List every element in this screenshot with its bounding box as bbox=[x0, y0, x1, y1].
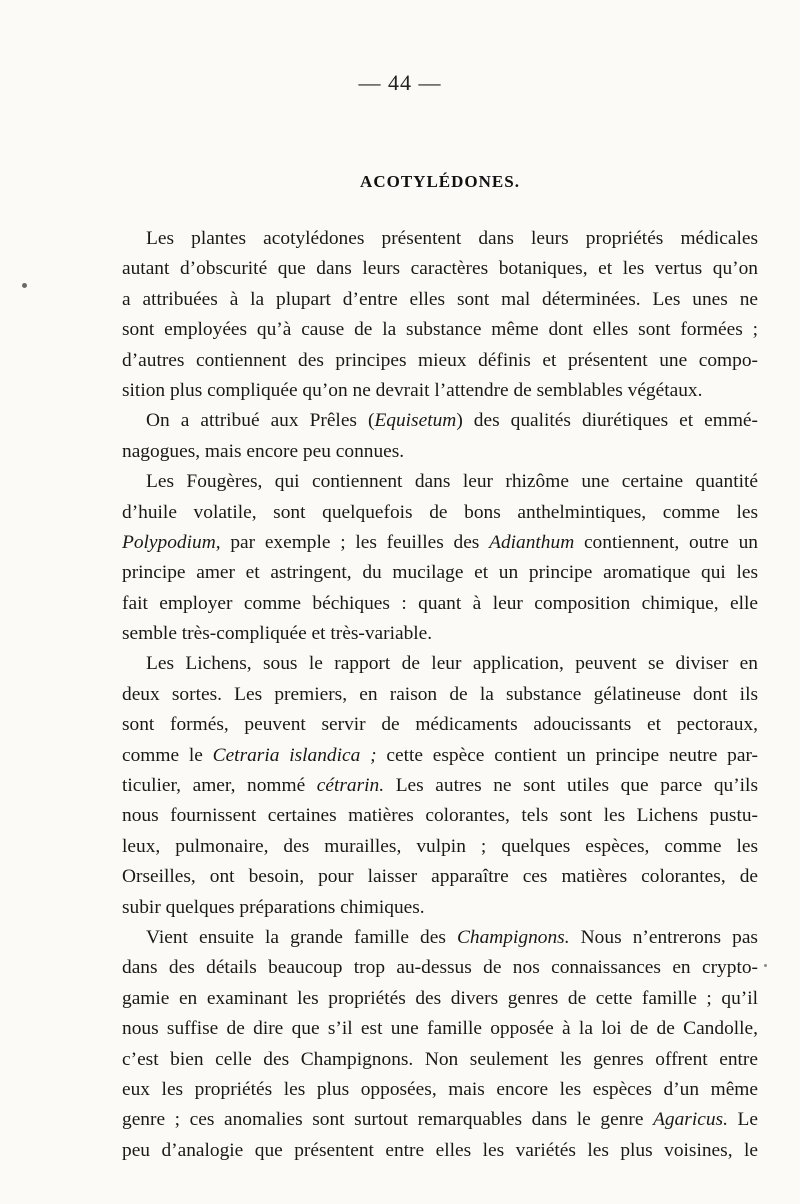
text-segment: ) des qualités diurétiques et emmé- bbox=[456, 410, 758, 432]
text-line bbox=[122, 1075, 758, 1105]
text-line bbox=[122, 224, 758, 254]
text-segment: nous suffise de dire que s’il est une famille opposée à la loi de de Candolle, bbox=[122, 1018, 758, 1040]
text-line bbox=[122, 619, 758, 649]
text-line bbox=[122, 710, 758, 740]
text-segment: d’huile volatile, sont quelquefois de bons anthelmintiques, comme les bbox=[122, 501, 758, 523]
text-segment: fait employer comme béchiques : quant à leur composition chimique, elle bbox=[122, 592, 758, 614]
text-line bbox=[122, 680, 758, 710]
text-line bbox=[122, 923, 758, 953]
text-line bbox=[122, 558, 758, 588]
text-line bbox=[122, 528, 758, 558]
text-segment: c’est bien celle des Champignons. Non seulement les genres offrent entre bbox=[122, 1048, 758, 1070]
italic-term: Champignons. bbox=[456, 926, 570, 948]
italic-term: Cetraria islandica ; bbox=[212, 744, 377, 766]
text-line bbox=[122, 953, 758, 983]
text-line bbox=[122, 315, 758, 345]
text-segment: nagogues, mais encore peu connues. bbox=[122, 440, 405, 462]
text-segment: leux, pulmonaire, des murailles, vulpin ; quelques espèces, comme les bbox=[122, 835, 758, 857]
text-segment: deux sortes. Les premiers, en raison de la substance gélatineuse dont ils bbox=[122, 683, 758, 705]
body-text bbox=[122, 224, 758, 1166]
text-segment: autant d’obscurité que dans leurs caractères botaniques, et les vertus qu’on bbox=[122, 258, 758, 280]
text-line bbox=[122, 832, 758, 862]
text-segment: d’autres contiennent des principes mieux définis et présentent une compo- bbox=[122, 349, 758, 371]
text-segment: Orseilles, ont besoin, pour laisser apparaître ces matières colorantes, de bbox=[122, 866, 758, 888]
margin-mark bbox=[764, 964, 767, 967]
text-segment: gamie en examinant les propriétés des divers genres de cette famille ; qu’il bbox=[122, 987, 758, 1009]
text-line bbox=[122, 376, 758, 406]
text-line bbox=[122, 801, 758, 831]
text-segment: genre ; ces anomalies sont surtout remarquables dans le genre bbox=[122, 1109, 654, 1131]
text-line bbox=[122, 406, 758, 436]
italic-term: Equisetum bbox=[374, 410, 457, 432]
text-segment: Les autres ne sont utiles que parce qu’ils bbox=[384, 775, 758, 797]
text-line bbox=[122, 1045, 758, 1075]
italic-term: Agaricus. bbox=[653, 1109, 728, 1131]
text-segment: Le bbox=[727, 1109, 758, 1131]
text-line bbox=[122, 984, 758, 1014]
text-segment: cette espèce contient un principe neutre par- bbox=[376, 744, 758, 766]
text-segment: a attribuées à la plupart d’entre elles sont mal déterminées. Les unes ne bbox=[122, 288, 758, 310]
italic-term: Adianthum bbox=[489, 531, 575, 553]
text-line bbox=[122, 741, 758, 771]
text-line bbox=[122, 437, 758, 467]
text-segment: peu d’analogie que présentent entre elles les variétés les plus voisines, le bbox=[122, 1139, 758, 1161]
text-line bbox=[122, 498, 758, 528]
text-segment: Les Lichens, sous le rapport de leur application, peuvent se diviser en bbox=[146, 653, 758, 675]
text-line bbox=[122, 1105, 758, 1135]
text-segment: subir quelques préparations chimiques. bbox=[122, 896, 425, 918]
text-line bbox=[122, 893, 758, 923]
text-segment: principe amer et astringent, du mucilage et un principe aromatique qui les bbox=[122, 562, 758, 584]
text-segment: Les plantes acotylédones présentent dans leurs propriétés médicales bbox=[146, 228, 758, 249]
text-line bbox=[122, 346, 758, 376]
text-segment: ticulier, amer, nommé bbox=[122, 775, 317, 797]
text-segment: nous fournissent certaines matières colorantes, tels sont les Lichens pustu- bbox=[122, 805, 758, 827]
text-segment: Vient ensuite la grande famille des bbox=[146, 926, 457, 948]
page-number: — 44 — bbox=[358, 70, 442, 95]
text-segment: dans des détails beaucoup trop au-dessus de nos connaissances en crypto- bbox=[122, 957, 758, 979]
text-line bbox=[122, 467, 758, 497]
text-line bbox=[122, 285, 758, 315]
text-segment: sont employées qu’à cause de la substance même dont elles sont formées ; bbox=[122, 319, 758, 341]
text-line bbox=[122, 771, 758, 801]
margin-mark bbox=[22, 283, 27, 288]
text-segment: , par exemple ; les feuilles des bbox=[215, 531, 490, 553]
text-segment: comme le bbox=[122, 744, 213, 766]
text-line bbox=[122, 649, 758, 679]
text-segment: sition plus compliquée qu’on ne devrait l’attendre de semblables végétaux. bbox=[122, 379, 703, 401]
text-line bbox=[122, 254, 758, 284]
text-segment: Les Fougères, qui contiennent dans leur rhizôme une certaine quantité bbox=[146, 471, 758, 493]
text-line bbox=[122, 1136, 758, 1166]
italic-term: Polypodium bbox=[122, 531, 216, 553]
text-segment: semble très-compliquée et très-variable. bbox=[122, 623, 433, 645]
text-segment: On a attribué aux Prêles ( bbox=[146, 410, 375, 432]
text-line bbox=[122, 862, 758, 892]
text-segment: Nous n’entrerons pas bbox=[569, 926, 758, 948]
text-line bbox=[122, 589, 758, 619]
text-segment: eux les propriétés les plus opposées, mais encore les espèces d’un même bbox=[122, 1078, 758, 1100]
section-title: ACOTYLÉDONES. bbox=[360, 172, 520, 191]
text-segment: contiennent, outre un bbox=[574, 531, 758, 553]
text-line bbox=[122, 1014, 758, 1044]
text-segment: sont formés, peuvent servir de médicaments adoucissants et pectoraux, bbox=[122, 714, 758, 736]
italic-term: cétrarin. bbox=[316, 775, 385, 797]
